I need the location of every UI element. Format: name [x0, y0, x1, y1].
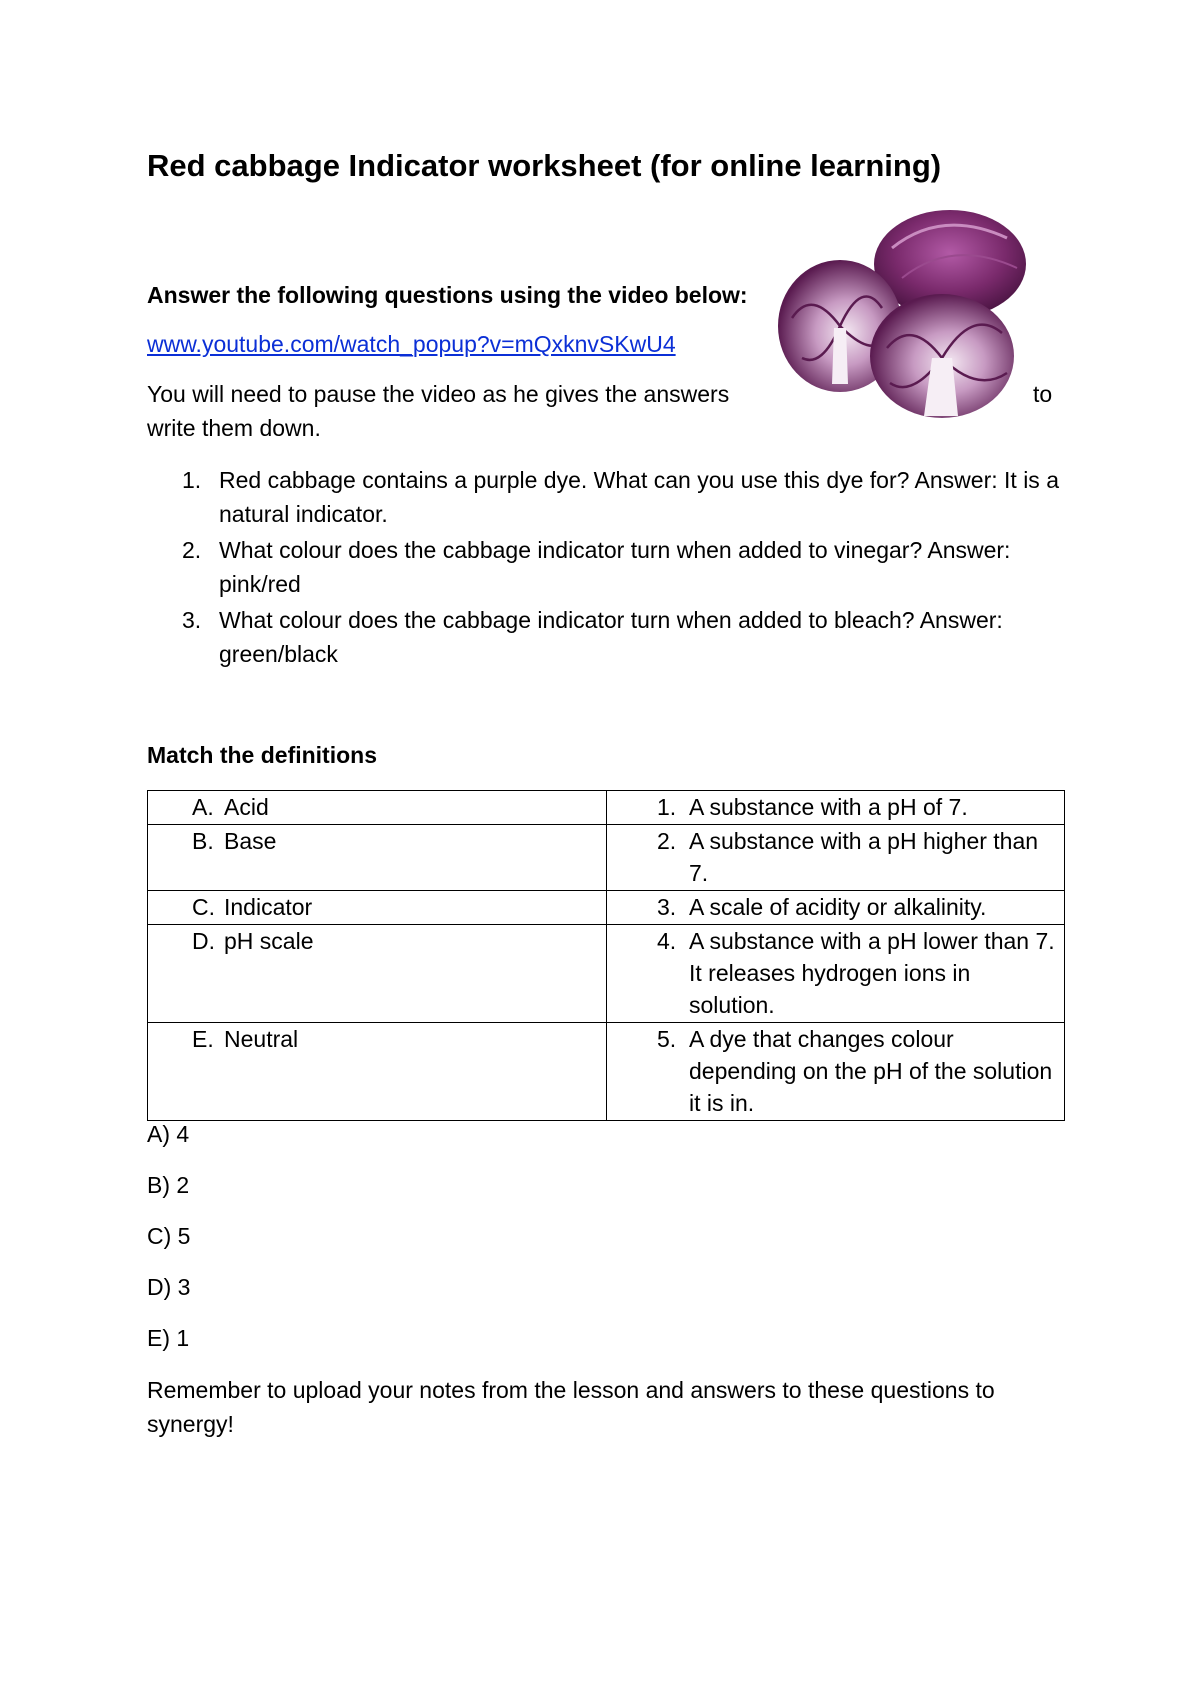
pause-instruction-line-1-end: to	[1033, 381, 1053, 407]
definition-text: A substance with a pH higher than 7.	[689, 828, 1039, 886]
definition-text: A substance with a pH lower than 7. It releases hydrogen ions in solution.	[689, 928, 1055, 1018]
term-cell	[148, 925, 607, 1023]
definition-cell	[607, 925, 1065, 1023]
answer-line: B) 2	[147, 1172, 190, 1198]
definition-cell	[607, 891, 1065, 925]
term-cell	[148, 791, 607, 825]
page-title: Red cabbage Indicator worksheet (for online learning)	[147, 148, 942, 183]
definition-text: A substance with a pH of 7.	[689, 794, 968, 820]
definition-label: 4.	[657, 928, 677, 954]
table-row	[148, 925, 1065, 1023]
definitions-table	[147, 790, 1065, 1121]
answer-line: A) 4	[147, 1121, 190, 1147]
match-heading: Match the definitions	[147, 742, 377, 768]
definition-label: 5.	[657, 1026, 677, 1052]
term-label: E.	[192, 1026, 214, 1052]
definition-text: A dye that changes colour depending on the pH of the solution it is in.	[689, 1026, 1053, 1116]
question-text: What colour does the cabbage indicator turn when added to vinegar? Answer: pink/red	[219, 537, 1011, 597]
question-number: 3.	[182, 607, 202, 633]
question-number: 1.	[182, 467, 202, 493]
table-row	[148, 791, 1065, 825]
term-label: A.	[192, 794, 214, 820]
term-cell	[148, 891, 607, 925]
question-item	[147, 463, 1067, 531]
term-text: pH scale	[224, 928, 314, 954]
question-number: 2.	[182, 537, 202, 563]
term-cell	[148, 1023, 607, 1121]
question-item	[147, 533, 1067, 601]
definition-cell	[607, 1023, 1065, 1121]
term-text: Indicator	[224, 894, 313, 920]
definition-cell	[607, 791, 1065, 825]
term-label: D.	[192, 928, 215, 954]
video-link[interactable]: www.youtube.com/watch_popup?v=mQxknvSKwU4	[147, 331, 676, 357]
questions-list	[147, 463, 1067, 673]
instruction-text: Answer the following questions using the video below:	[147, 282, 748, 308]
term-text: Base	[224, 828, 277, 854]
question-item	[147, 603, 1067, 671]
definition-label: 3.	[657, 894, 677, 920]
table-row	[148, 825, 1065, 891]
answer-line: D) 3	[147, 1274, 191, 1300]
term-label: B.	[192, 828, 214, 854]
reminder-line-2: synergy!	[147, 1411, 234, 1437]
definition-label: 1.	[657, 794, 677, 820]
term-text: Neutral	[224, 1026, 299, 1052]
question-text: Red cabbage contains a purple dye. What can you use this dye for? Answer: It is a natural indicator.	[219, 467, 1059, 527]
term-cell	[148, 825, 607, 891]
answer-line: E) 1	[147, 1325, 190, 1351]
definition-text: A scale of acidity or alkalinity.	[689, 894, 987, 920]
pause-instruction-line-2: write them down.	[147, 415, 321, 441]
definition-cell	[607, 825, 1065, 891]
table-row	[148, 1023, 1065, 1121]
term-label: C.	[192, 894, 215, 920]
definition-label: 2.	[657, 828, 677, 854]
question-text: What colour does the cabbage indicator turn when added to bleach? Answer: green/black	[219, 607, 1003, 667]
term-text: Acid	[224, 794, 269, 820]
red-cabbage-image	[772, 208, 1040, 422]
table-row	[148, 891, 1065, 925]
answer-line: C) 5	[147, 1223, 191, 1249]
pause-instruction-line-1: You will need to pause the video as he gives the answers	[147, 381, 730, 407]
reminder-line-1: Remember to upload your notes from the lesson and answers to these questions to	[147, 1377, 995, 1403]
